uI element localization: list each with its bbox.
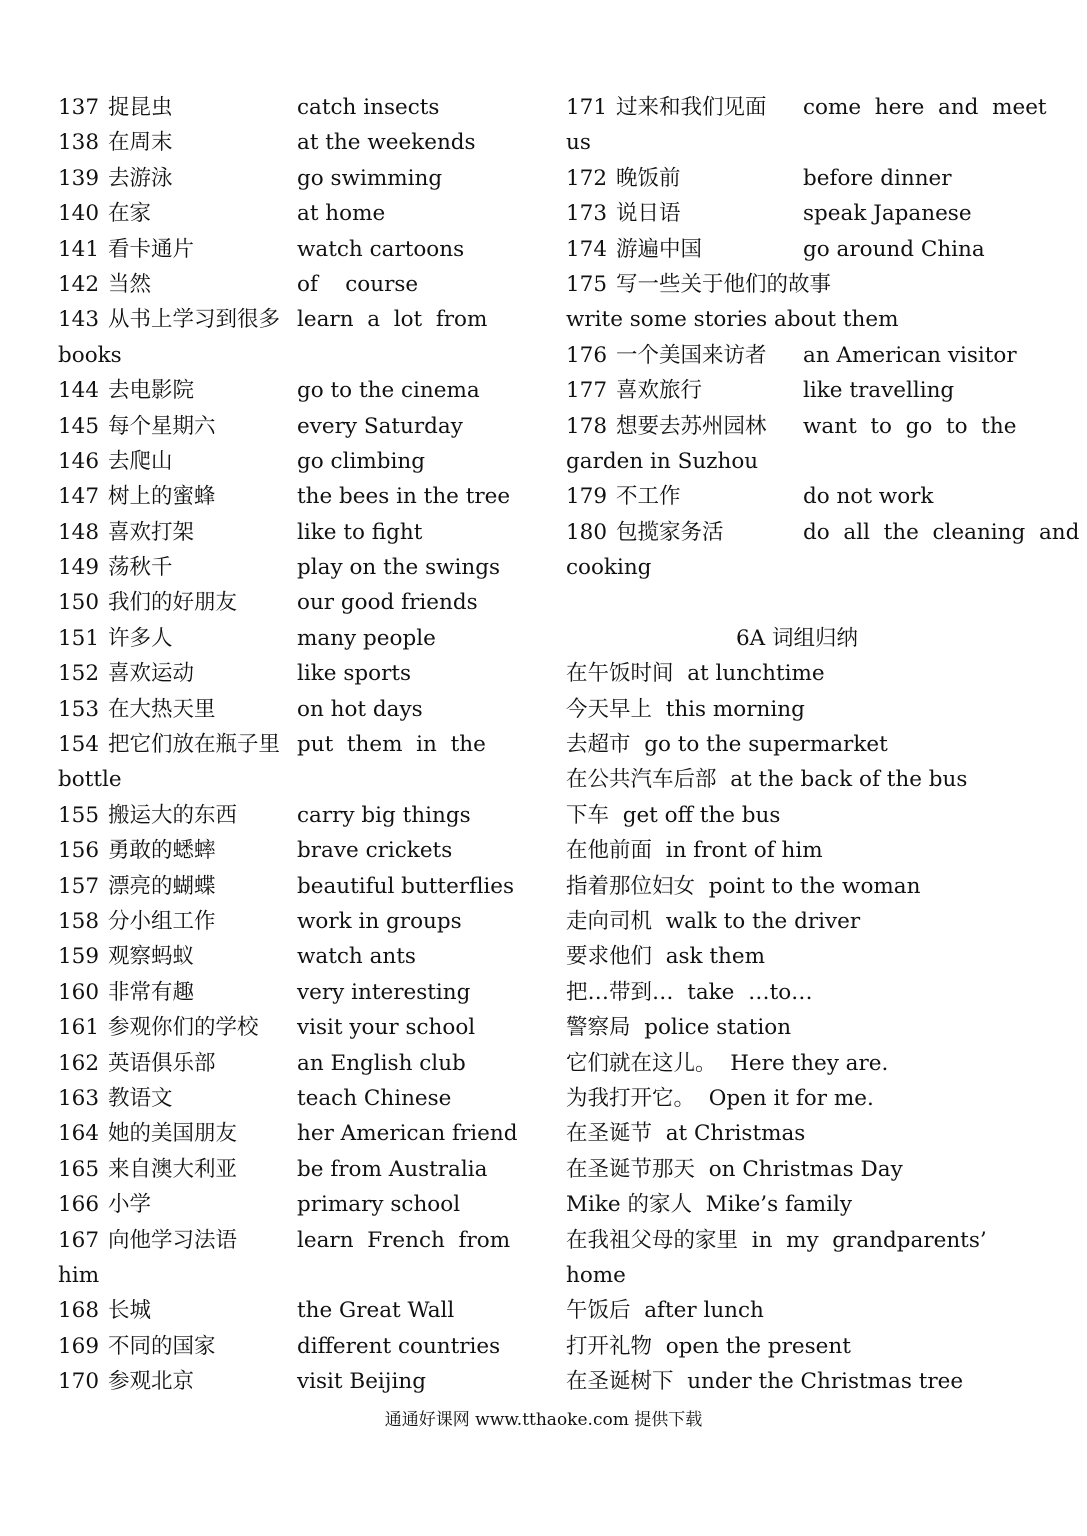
vocab-entry <box>58 196 522 231</box>
entry-number: 169 <box>58 1333 100 1359</box>
entry-chinese: 一个美国来访者 <box>616 342 767 368</box>
phrase-chinese: 在圣诞节那天 <box>566 1156 696 1182</box>
entry-english: of course <box>297 271 419 297</box>
entry-chinese: 把它们放在瓶子里 <box>108 732 281 758</box>
phrase-english: Here they are. <box>730 1050 889 1076</box>
vocab-entry <box>566 267 1028 302</box>
entry-chinese: 教语文 <box>108 1085 173 1111</box>
entry-chinese: 包揽家务活 <box>616 519 724 545</box>
phrase-english: open the present <box>665 1333 851 1359</box>
entry-number: 154 <box>58 732 100 758</box>
vocab-entry <box>566 515 1080 550</box>
phrase-english: under the Christmas tree <box>687 1369 964 1395</box>
phrase-entry <box>566 869 1028 904</box>
phrase-entry <box>566 692 1028 727</box>
entry-number: 174 <box>566 236 608 262</box>
vocab-entry <box>58 1364 522 1399</box>
phrase-entry <box>566 833 1028 868</box>
entry-chinese: 树上的蜜蜂 <box>108 484 216 510</box>
entry-number: 137 <box>58 95 100 120</box>
entry-chinese: 不工作 <box>616 484 681 510</box>
vocab-entry <box>58 1152 522 1187</box>
entry-chinese: 说日语 <box>616 201 681 227</box>
entry-english: go to the cinema <box>297 378 480 404</box>
entry-number: 175 <box>566 271 608 297</box>
phrase-entry <box>566 904 1028 939</box>
entry-chinese: 观察蚂蚁 <box>108 944 195 970</box>
phrase-chinese: 打开礼物 <box>566 1333 653 1359</box>
entry-number: 172 <box>566 165 608 191</box>
entry-number: 176 <box>566 342 608 368</box>
phrase-english: walk to the driver <box>665 908 861 934</box>
phrase-english: at Christmas <box>665 1121 806 1147</box>
phrase-english: police station <box>644 1015 792 1041</box>
vocab-entry <box>58 444 522 479</box>
entry-number: 159 <box>58 944 100 970</box>
entry-english: put them in the <box>297 732 486 758</box>
vocab-entry <box>58 1223 522 1258</box>
phrase-entry <box>566 1116 1028 1151</box>
phrase-chinese: 在公共汽车后部 <box>566 767 717 793</box>
entry-number: 180 <box>566 519 608 545</box>
entry-chinese: 向他学习法语 <box>108 1227 238 1253</box>
phrase-english: get off the bus <box>622 802 781 828</box>
phrase-chinese: 为我打开它。 <box>566 1085 696 1111</box>
entry-chinese: 喜欢运动 <box>108 661 195 687</box>
phrase-chinese: 在圣诞树下 <box>566 1369 674 1395</box>
entry-chinese: 看卡通片 <box>108 236 195 262</box>
vocab-entry <box>58 125 522 160</box>
vocab-entry <box>58 939 522 974</box>
entry-number: 150 <box>58 590 100 616</box>
entry-number: 179 <box>566 484 608 510</box>
phrase-english: Mike’s family <box>705 1192 853 1218</box>
phrase-chinese: Mike 的家人 <box>566 1192 692 1218</box>
phrase-english: at the back of the bus <box>730 767 968 793</box>
phrase-chinese: 今天早上 <box>566 696 653 722</box>
phrase-chinese: 警察局 <box>566 1015 631 1041</box>
entry-chinese: 去游泳 <box>108 165 173 191</box>
entry-english: the bees in the tree <box>297 484 511 510</box>
entry-chinese: 荡秋千 <box>108 555 173 581</box>
entry-number: 161 <box>58 1015 100 1041</box>
phrase-entry <box>566 1329 1028 1364</box>
phrase-entry <box>566 1364 1028 1399</box>
entry-number: 153 <box>58 696 100 722</box>
entry-number: 139 <box>58 165 100 191</box>
entry-english: an English club <box>297 1050 466 1076</box>
phrase-chinese: 把…带到… <box>566 979 674 1005</box>
vocab-entry <box>58 869 522 904</box>
entry-chinese: 长城 <box>108 1298 152 1324</box>
entry-english: at home <box>297 201 386 227</box>
entry-english: be from Australia <box>297 1156 488 1182</box>
entry-english: like travelling <box>803 378 955 404</box>
entry-english: go climbing <box>297 448 425 474</box>
phrase-english: this morning <box>665 696 805 722</box>
entry-number: 143 <box>58 307 100 333</box>
entry-chinese: 去爬山 <box>108 448 173 474</box>
entry-number: 168 <box>58 1298 100 1324</box>
entry-number: 171 <box>566 95 608 120</box>
entry-number: 162 <box>58 1050 100 1076</box>
entry-english: do all the cleaning and <box>803 519 1080 545</box>
entry-number: 140 <box>58 201 100 227</box>
entry-number: 151 <box>58 625 100 651</box>
vocab-entry <box>566 338 1028 373</box>
vocab-entry <box>58 1293 522 1328</box>
vocab-entry <box>58 621 522 656</box>
entry-number: 155 <box>58 802 100 828</box>
entry-english: work in groups <box>297 908 462 934</box>
entry-chinese: 不同的国家 <box>108 1333 216 1359</box>
phrase-english: Open it for me. <box>708 1085 874 1111</box>
entry-chinese: 她的美国朋友 <box>108 1121 238 1147</box>
entry-chinese: 在周末 <box>108 130 173 156</box>
phrase-chinese: 在我祖父母的家里 <box>566 1227 739 1253</box>
entry-english: speak Japanese <box>803 201 972 227</box>
entry-chinese: 小学 <box>108 1192 152 1218</box>
entry-english: beautiful butterflies <box>297 873 515 899</box>
entry-english: learn a lot from <box>297 307 488 333</box>
vocab-entry <box>58 232 522 267</box>
right-column <box>566 90 1080 1399</box>
vocab-entry <box>58 373 522 408</box>
phrase-chinese: 指着那位妇女 <box>566 873 696 899</box>
entry-english: every Saturday <box>297 413 463 439</box>
phrase-chinese: 它们就在这儿。 <box>566 1050 717 1076</box>
phrase-entry <box>566 727 1028 762</box>
entry-chinese: 漂亮的蝴蝶 <box>108 873 216 899</box>
phrase-entry <box>566 1223 1028 1258</box>
entry-chinese: 写一些关于他们的故事 <box>616 271 832 297</box>
entry-number: 164 <box>58 1121 100 1147</box>
entry-number: 145 <box>58 413 100 439</box>
entry-number: 158 <box>58 908 100 934</box>
vocab-entry <box>58 515 522 550</box>
entry-english: want to go to the <box>803 413 1017 439</box>
entry-number: 163 <box>58 1085 100 1111</box>
entry-english: carry big things <box>297 802 471 828</box>
entry-number: 147 <box>58 484 100 510</box>
entry-english: watch ants <box>297 944 416 970</box>
entry-english: very interesting <box>297 979 471 1005</box>
entry-number: 156 <box>58 838 100 864</box>
phrase-entry <box>566 656 1028 691</box>
entry-english: brave crickets <box>297 838 453 864</box>
phrase-entry <box>566 975 1028 1010</box>
phrase-chinese: 午饭后 <box>566 1298 631 1324</box>
entry-chinese: 英语俱乐部 <box>108 1050 216 1076</box>
entry-number: 178 <box>566 413 608 439</box>
vocab-entry <box>566 196 1028 231</box>
entry-english: many people <box>297 625 436 651</box>
vocab-entry <box>58 904 522 939</box>
entry-english: come here and meet <box>803 95 1047 120</box>
vocab-entry <box>58 656 522 691</box>
vocab-entry <box>58 1046 522 1081</box>
phrase-entry <box>566 1046 1028 1081</box>
phrase-entry <box>566 798 1028 833</box>
entry-english: our good friends <box>297 590 478 616</box>
entry-chinese: 当然 <box>108 271 152 297</box>
phrase-english: after lunch <box>644 1298 764 1324</box>
entry-number: 165 <box>58 1156 100 1182</box>
vocab-entry <box>58 1329 522 1364</box>
section-heading: 6A 词组归纳 <box>735 625 859 651</box>
vocab-entry <box>58 479 522 514</box>
entry-number: 166 <box>58 1192 100 1218</box>
entry-chinese: 捉昆虫 <box>108 95 173 120</box>
entry-english: different countries <box>297 1333 501 1359</box>
vocab-entry <box>58 161 522 196</box>
entry-english: at the weekends <box>297 130 476 156</box>
phrase-english: on Christmas Day <box>708 1156 903 1182</box>
entry-number: 167 <box>58 1227 100 1253</box>
entry-english: primary school <box>297 1192 461 1218</box>
phrase-english: in front of him <box>665 838 823 864</box>
entry-english: visit Beijing <box>297 1369 426 1395</box>
entry-english: catch insects <box>297 95 440 120</box>
phrase-continuation: home <box>566 1262 626 1288</box>
entry-english: like to fight <box>297 519 423 545</box>
entry-number: 177 <box>566 378 608 404</box>
phrase-entry <box>566 1010 1028 1045</box>
entry-continuation: cooking <box>566 555 652 581</box>
left-column <box>58 90 522 1399</box>
entry-number: 173 <box>566 201 608 227</box>
entry-english: an American visitor <box>803 342 1017 368</box>
vocab-entry <box>58 1010 522 1045</box>
entry-number: 144 <box>58 378 100 404</box>
entry-english: like sports <box>297 661 412 687</box>
entry-english: do not work <box>803 484 934 510</box>
entry-english: watch cartoons <box>297 236 465 262</box>
entry-english: go swimming <box>297 165 443 191</box>
entry-english: play on the swings <box>297 555 501 581</box>
vocab-entry <box>58 90 522 125</box>
phrase-english: go to the supermarket <box>644 732 888 758</box>
entry-english: her American friend <box>297 1121 518 1147</box>
phrase-english: ask them <box>665 944 765 970</box>
entry-english: before dinner <box>803 165 952 191</box>
entry-chinese: 许多人 <box>108 625 173 651</box>
entry-chinese: 喜欢打架 <box>108 519 195 545</box>
entry-chinese: 参观北京 <box>108 1369 195 1395</box>
entry-continuation: bottle <box>58 767 122 793</box>
phrase-english: in my grandparents’ <box>751 1227 987 1253</box>
vocab-entry <box>566 161 1028 196</box>
entry-chinese: 游遍中国 <box>616 236 703 262</box>
phrase-entry <box>566 1152 1028 1187</box>
vocab-entry <box>566 90 1047 125</box>
entry-chinese: 从书上学习到很多 <box>108 307 281 333</box>
entry-number: 146 <box>58 448 100 474</box>
entry-chinese: 我们的好朋友 <box>108 590 238 616</box>
entry-number: 149 <box>58 555 100 581</box>
entry-english: on hot days <box>297 696 423 722</box>
vocab-entry <box>566 373 1028 408</box>
vocab-entry <box>58 302 522 337</box>
entry-chinese: 勇敢的蟋蟀 <box>108 838 216 864</box>
blank-line <box>566 585 1028 620</box>
phrase-english: point to the woman <box>708 873 921 899</box>
entry-english: teach Chinese <box>297 1085 452 1111</box>
entry-number: 157 <box>58 873 100 899</box>
entry-number: 148 <box>58 519 100 545</box>
vocab-entry <box>58 975 522 1010</box>
entry-chinese: 在家 <box>108 201 152 227</box>
entry-continuation: him <box>58 1262 100 1288</box>
page-footer: 通通好课网 www.tthaoke.com 提供下载 <box>384 1410 703 1430</box>
vocab-entry <box>58 798 522 833</box>
vocab-entry <box>566 479 1028 514</box>
entry-chinese: 来自澳大利亚 <box>108 1156 238 1182</box>
vocab-entry <box>58 833 522 868</box>
entry-number: 142 <box>58 271 100 297</box>
vocab-entry <box>58 692 522 727</box>
phrase-entry <box>566 1187 1028 1222</box>
entry-number: 138 <box>58 130 100 156</box>
phrase-chinese: 在午饭时间 <box>566 661 674 687</box>
entry-number: 141 <box>58 236 100 262</box>
phrase-chinese: 走向司机 <box>566 908 653 934</box>
vocab-entry <box>58 585 522 620</box>
entry-number: 170 <box>58 1369 100 1395</box>
entry-chinese: 非常有趣 <box>108 979 195 1005</box>
entry-english: learn French from <box>297 1227 511 1253</box>
phrase-english: at lunchtime <box>687 661 825 687</box>
vocab-entry <box>58 409 522 444</box>
entry-chinese: 想要去苏州园林 <box>616 413 767 439</box>
vocab-entry <box>58 727 522 762</box>
entry-number: 160 <box>58 979 100 1005</box>
entry-english: go around China <box>803 236 985 262</box>
entry-english: the Great Wall <box>297 1298 455 1324</box>
entry-chinese: 在大热天里 <box>108 696 216 722</box>
entry-continuation: us <box>566 130 591 156</box>
entry-chinese: 搬运大的东西 <box>108 802 238 828</box>
vocab-entry <box>566 232 1028 267</box>
phrase-english: take …to… <box>687 979 813 1005</box>
entry-chinese: 参观你们的学校 <box>108 1015 259 1041</box>
entry-chinese: 去电影院 <box>108 378 195 404</box>
entry-english: visit your school <box>297 1015 476 1041</box>
phrase-chinese: 要求他们 <box>566 944 653 970</box>
entry-chinese: 过来和我们见面 <box>616 95 767 120</box>
entry-chinese: 分小组工作 <box>108 908 216 934</box>
phrase-chinese: 下车 <box>566 802 610 828</box>
entry-chinese: 喜欢旅行 <box>616 378 703 404</box>
vocab-entry <box>58 1116 522 1151</box>
phrase-chinese: 在圣诞节 <box>566 1121 653 1147</box>
entry-chinese: 每个星期六 <box>108 413 216 439</box>
phrase-chinese: 在他前面 <box>566 838 653 864</box>
entry-chinese: 晚饭前 <box>616 165 681 191</box>
entry-number: 152 <box>58 661 100 687</box>
vocab-entry <box>58 1187 522 1222</box>
entry-continuation: books <box>58 342 122 368</box>
phrase-entry <box>566 1293 1028 1328</box>
vocab-entry <box>58 267 522 302</box>
vocab-entry <box>58 1081 522 1116</box>
vocab-entry <box>566 409 1028 444</box>
phrase-entry <box>566 1081 1028 1116</box>
vocab-entry <box>58 550 522 585</box>
phrase-entry <box>566 762 1028 797</box>
entry-continuation: write some stories about them <box>566 307 899 333</box>
phrase-entry <box>566 939 1028 974</box>
phrase-chinese: 去超市 <box>566 732 631 758</box>
entry-continuation: garden in Suzhou <box>566 448 759 474</box>
